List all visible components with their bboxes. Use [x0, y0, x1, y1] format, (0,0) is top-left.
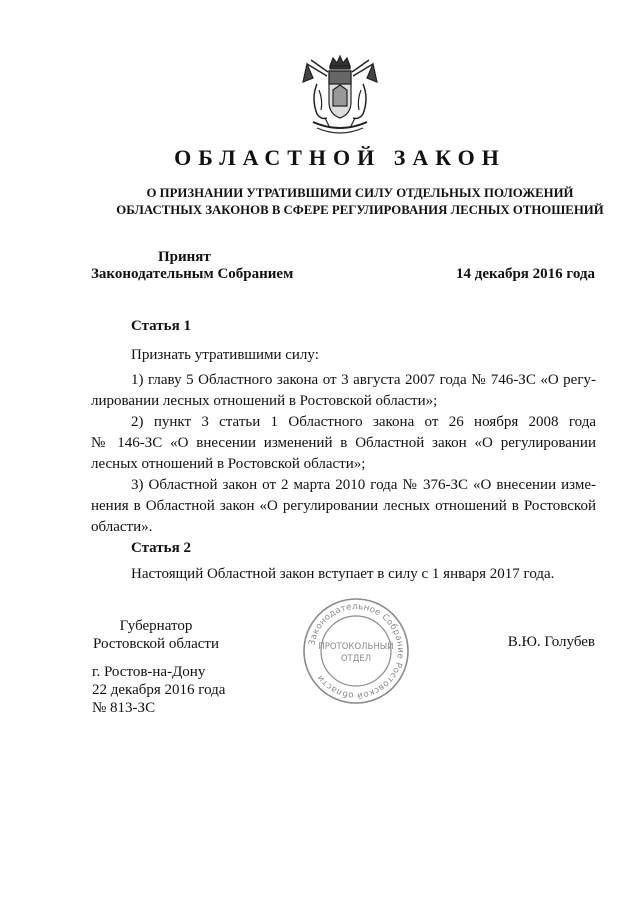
- article-1-intro: [91, 345, 596, 366]
- item-3-line: области».: [91, 519, 153, 535]
- item-3-line: 3) Областной закон от 2 марта 2010 года № 376-ЗС «О внесении изме-: [131, 477, 596, 493]
- item-2-line: лесных отношений в Ростовской области»;: [91, 456, 366, 472]
- item-3-line: нения в Областной закон «О регулировании лесных отношений в Ростовской: [91, 498, 596, 514]
- adoption-date: 14 декабря 2016 года: [456, 266, 595, 282]
- svg-text:ПРОТОКОЛЬНЫЙ: ПРОТОКОЛЬНЫЙ: [318, 642, 394, 652]
- document-date: 22 декабря 2016 года: [92, 682, 226, 698]
- signatory-title-line: Губернатор: [119, 618, 193, 634]
- article-1-item-2: [91, 412, 596, 475]
- item-1-line: 1) главу 5 Областного закона от 3 августа 2007 года № 746-ЗС «О регу-: [131, 372, 596, 388]
- document-type: ОБЛАСТНОЙ ЗАКОН: [174, 145, 506, 170]
- adopted-label: Принят: [158, 249, 211, 265]
- article-2-body: [91, 564, 596, 585]
- article-2-heading: Статья 2: [131, 540, 191, 556]
- article-1-intro-text: Признать утратившими силу:: [131, 347, 319, 363]
- document-title: [60, 185, 640, 219]
- document-details: [92, 663, 225, 717]
- article-1-heading: Статья 1: [131, 318, 191, 334]
- article-1-item-1: [91, 370, 596, 412]
- article-1-item-3: [91, 475, 596, 538]
- document-number: № 813-ЗС: [92, 700, 156, 716]
- svg-text:Законодательное Собрание Росто: Законодательное Собрание Ростовской области: [307, 601, 406, 701]
- item-2-line: № 146-ЗС «О внесении изменений в Областной закон «О регулировании: [91, 435, 596, 451]
- item-1-line: лировании лесных отношений в Ростовской области»;: [91, 393, 438, 409]
- signatory-title: [92, 617, 220, 653]
- round-stamp-icon: [301, 596, 411, 706]
- adopted-body: Законодательным Собранием: [91, 266, 294, 282]
- svg-text:ОТДЕЛ: ОТДЕЛ: [340, 654, 372, 664]
- document-title-line: О ПРИЗНАНИИ УТРАТИВШИМИ СИЛУ ОТДЕЛЬНЫХ ПОЛОЖЕНИЙ: [146, 186, 574, 200]
- signatory-name: В.Ю. Голубев: [507, 634, 595, 650]
- document-title-line: ОБЛАСТНЫХ ЗАКОНОВ В СФЕРЕ РЕГУЛИРОВАНИЯ ЛЕСНЫХ ОТНОШЕНИЙ: [116, 203, 604, 217]
- article-2-text: Настоящий Областной закон вступает в силу с 1 января 2017 года.: [131, 566, 555, 582]
- coat-of-arms-icon: [299, 54, 381, 138]
- signatory-title-line: Ростовской области: [93, 636, 219, 652]
- item-2-line: 2) пункт 3 статьи 1 Областного закона от 26 ноября 2008 года: [131, 414, 596, 430]
- document-city: г. Ростов-на-Дону: [92, 664, 206, 680]
